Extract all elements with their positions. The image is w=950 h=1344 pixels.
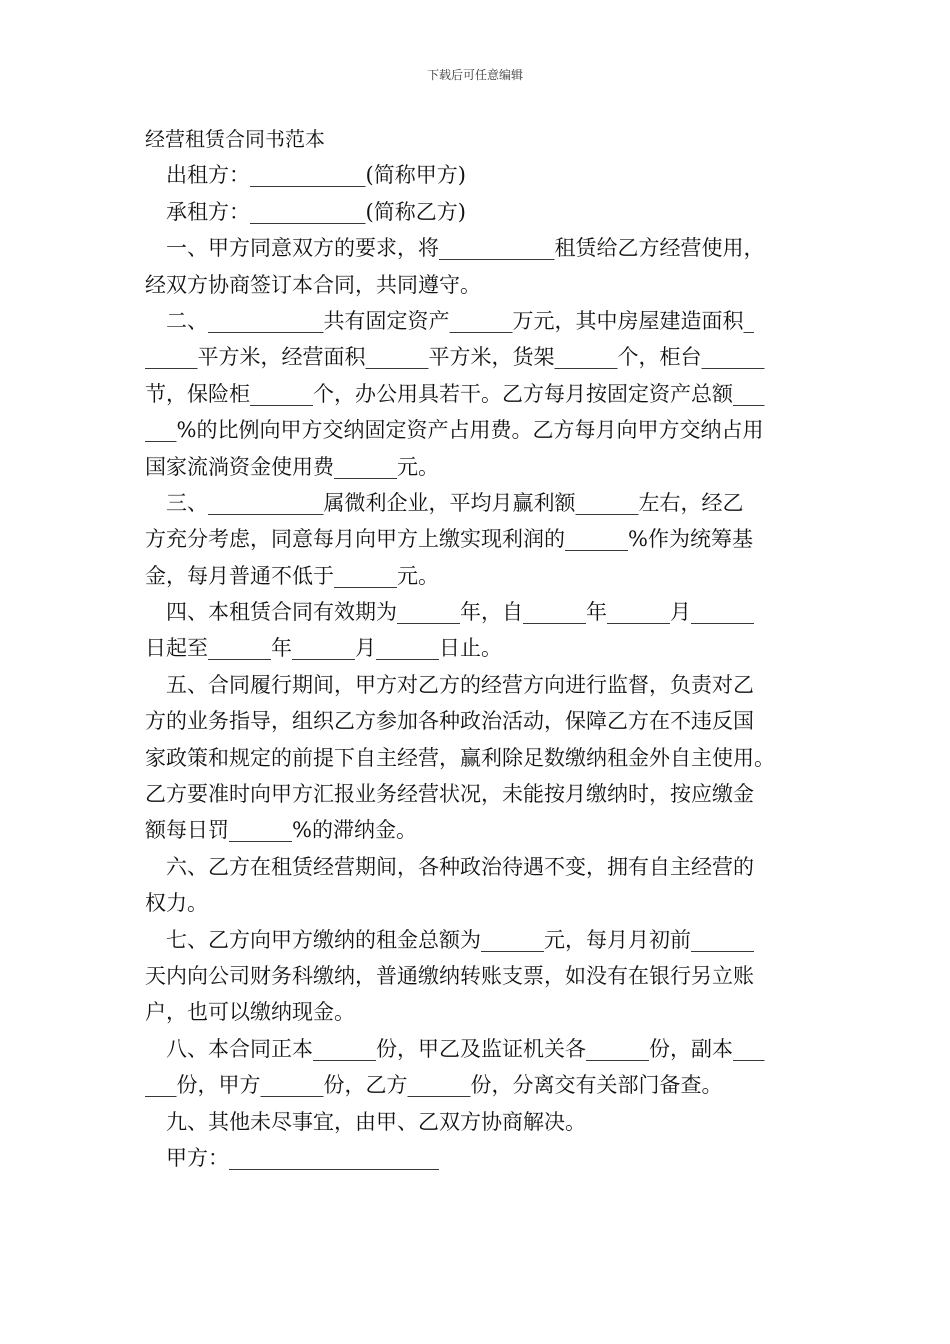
contract-line: 家政策和规定的前提下自主经营，赢利除足数缴纳租金外自主使用。 — [145, 745, 775, 770]
contract-line: 六、乙方在租赁经营期间，各种政治待遇不变，拥有自主经营的 — [166, 854, 754, 879]
contract-line: 二、___________共有固定资产______万元，其中房屋建造面积_ — [166, 308, 754, 333]
contract-line: 天内向公司财务科缴纳，普通缴纳转账支票，如没有在银行另立账 — [145, 963, 754, 988]
contract-line: ___%的比例向甲方交纳固定资产占用费。乙方每月向甲方交纳占用 — [145, 418, 764, 443]
contract-line: 一、甲方同意双方的要求，将___________租赁给乙方经营使用， — [166, 236, 765, 261]
contract-line: ___份，甲方______份，乙方______份，分离交有关部门备查。 — [145, 1073, 723, 1098]
contract-line: 权力。 — [145, 891, 208, 916]
contract-line: 乙方要准时向甲方汇报业务经营状况，未能按月缴纳时，按应缴金 — [145, 782, 754, 807]
contract-line: 经双方协商签订本合同，共同遵守。 — [145, 272, 481, 297]
contract-line: 三、___________属微利企业，平均月赢利额______左右，经乙 — [166, 490, 744, 515]
contract-line: 甲方：____________________ — [166, 1145, 439, 1170]
contract-lines — [145, 157, 810, 1176]
contract-line: 八、本合同正本______份，甲乙及监证机关各______份，副本___ — [166, 1036, 765, 1061]
page-header: 下载后可任意编辑 — [426, 68, 523, 82]
contract-line: 方的业务指导，组织乙方参加各种政治活动，保障乙方在不违反国 — [145, 709, 754, 734]
document-title: 经营租赁合同书范本 — [145, 127, 325, 151]
contract-line: 金，每月普通不低于______元。 — [145, 563, 439, 588]
contract-line: 承租方：___________(简称乙方) — [166, 199, 466, 224]
contract-line: 国家流淌资金使用费______元。 — [145, 454, 439, 479]
contract-line: 七、乙方向甲方缴纳的租金总额为______元，每月月初前______ — [166, 927, 754, 952]
contract-line: 方充分考虑，同意每月向甲方上缴实现利润的______%作为统筹基 — [145, 527, 753, 552]
contract-line: 节，保险柜______个，办公用具若干。乙方每月按固定资产总额___ — [145, 381, 765, 406]
contract-line: 户，也可以缴纳现金。 — [145, 1000, 355, 1025]
contract-line: 五、合同履行期间，甲方对乙方的经营方向进行监督，负责对乙 — [166, 672, 754, 697]
contract-body — [145, 121, 810, 1176]
contract-line: 额每日罚______%的滞纳金。 — [145, 818, 417, 843]
contract-line: _____平方米，经营面积______平方米，货架______个，柜台______ — [145, 345, 765, 370]
contract-line: 日起至______年______月______日止。 — [145, 636, 502, 661]
contract-line: 四、本租赁合同有效期为______年，自______年______月______ — [166, 600, 754, 625]
contract-line: 九、其他未尽事宜，由甲、乙双方协商解决。 — [166, 1109, 586, 1134]
contract-line: 出租方：___________(简称甲方) — [166, 163, 466, 188]
